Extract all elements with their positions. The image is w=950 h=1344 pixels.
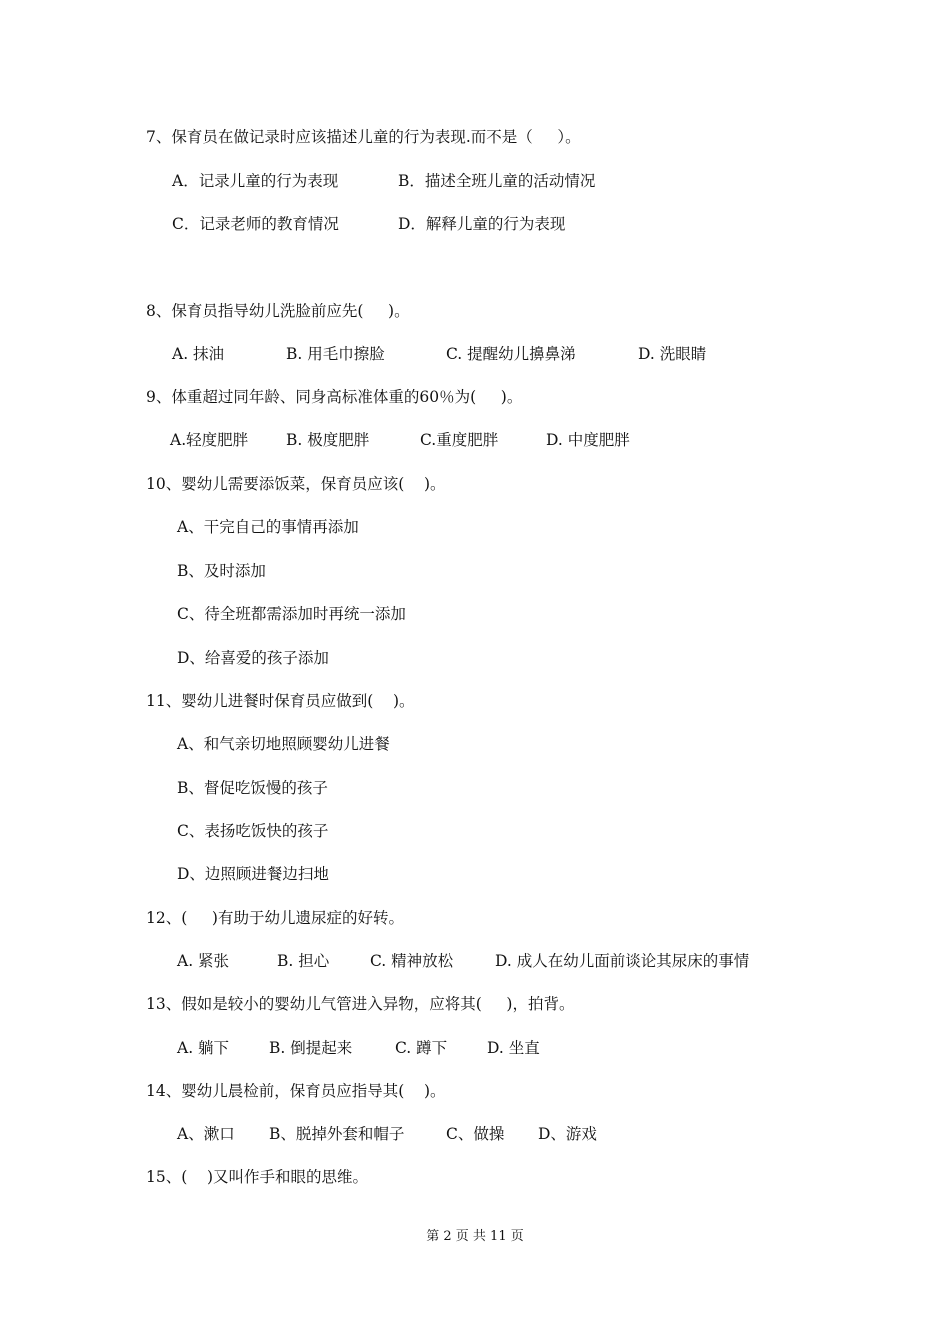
question-11-option-c: C、表扬吃饭快的孩子 <box>177 822 329 840</box>
question-7-option-d: D．解释儿童的行为表现 <box>398 215 566 233</box>
question-8-option-c: C. 提醒幼儿擤鼻涕 <box>446 345 576 363</box>
question-13-option-d: D. 坐直 <box>487 1039 540 1057</box>
question-13-option-b: B. 倒提起来 <box>269 1039 353 1057</box>
question-13-option-a: A. 躺下 <box>177 1039 230 1057</box>
question-8-option-d: D. 洗眼睛 <box>638 345 707 363</box>
question-7-option-b: B．描述全班儿童的活动情况 <box>398 172 596 190</box>
question-10-option-b: B、及时添加 <box>177 562 266 580</box>
question-14-stem: 14、婴幼儿晨检前，保育员应指导其( )。 <box>146 1082 446 1100</box>
question-10-option-a: A、干完自己的事情再添加 <box>177 518 359 536</box>
question-11-option-b: B、督促吃饭慢的孩子 <box>177 779 328 797</box>
question-9-option-c: C.重度肥胖 <box>420 431 499 449</box>
question-14-option-c: C、做操 <box>446 1125 505 1143</box>
question-8-option-b: B. 用毛巾擦脸 <box>286 345 385 363</box>
question-14-option-d: D、游戏 <box>538 1125 597 1143</box>
question-12-option-d: D. 成人在幼儿面前谈论其尿床的事情 <box>495 952 750 970</box>
question-15-stem: 15、( )又叫作手和眼的思维。 <box>146 1168 369 1186</box>
question-12-option-b: B. 担心 <box>277 952 330 970</box>
question-11-option-d: D、边照顾进餐边扫地 <box>177 865 329 883</box>
question-10-option-d: D、给喜爱的孩子添加 <box>177 649 329 667</box>
question-11-option-a: A、和气亲切地照顾婴幼儿进餐 <box>177 735 390 753</box>
question-7-option-c: C．记录老师的教育情况 <box>172 215 339 233</box>
question-9-option-b: B. 极度肥胖 <box>286 431 370 449</box>
question-12-option-a: A. 紧张 <box>177 952 230 970</box>
question-8-option-a: A. 抹油 <box>172 345 225 363</box>
question-11-stem: 11、婴幼儿进餐时保育员应做到( )。 <box>146 692 415 710</box>
question-14-option-b: B、脱掉外套和帽子 <box>269 1125 405 1143</box>
page-number-footer: 第 2 页 共 11 页 <box>426 1229 524 1244</box>
question-9-option-d: D. 中度肥胖 <box>546 431 630 449</box>
question-10-stem: 10、婴幼儿需要添饭菜，保育员应该( )。 <box>146 475 446 493</box>
question-12-stem: 12、( )有助于幼儿遗尿症的好转。 <box>146 909 404 927</box>
question-12-option-c: C. 精神放松 <box>370 952 454 970</box>
question-9-stem: 9、体重超过同年龄、同身高标准体重的60％为( )。 <box>146 388 523 406</box>
question-14-option-a: A、漱口 <box>177 1125 235 1143</box>
question-8-stem: 8、保育员指导幼儿洗脸前应先( )。 <box>146 302 410 320</box>
question-9-option-a: A.轻度肥胖 <box>170 431 249 449</box>
question-13-option-c: C. 蹲下 <box>395 1039 448 1057</box>
question-7-stem: 7、保育员在做记录时应该描述儿童的行为表现.而不是（ ）。 <box>146 128 581 146</box>
question-10-option-c: C、待全班都需添加时再统一添加 <box>177 605 406 623</box>
question-13-stem: 13、假如是较小的婴幼儿气管进入异物，应将其( )，拍背。 <box>146 995 575 1013</box>
question-7-option-a: A．记录儿童的行为表现 <box>172 172 339 190</box>
